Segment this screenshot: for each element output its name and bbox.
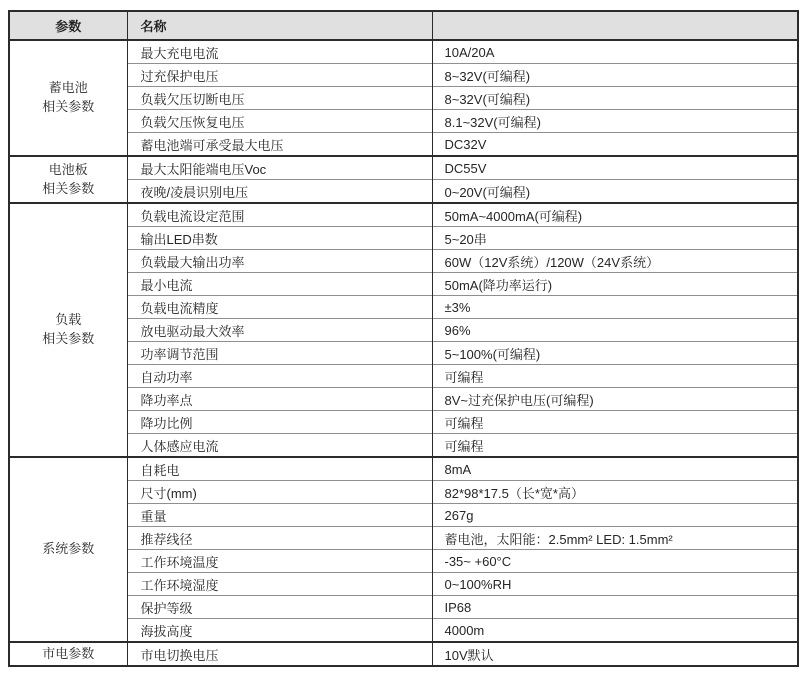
param-name-cell: 保护等级 xyxy=(127,596,432,619)
param-value-cell: 10A/20A xyxy=(432,40,798,64)
param-name-cell: 负载电流设定范围 xyxy=(127,203,432,227)
param-value-cell: 267g xyxy=(432,504,798,527)
param-name-cell: 工作环境湿度 xyxy=(127,573,432,596)
category-cell: 负载 相关参数 xyxy=(9,203,127,457)
table-row xyxy=(9,342,798,365)
category-cell: 市电参数 xyxy=(9,642,127,666)
param-value-cell: 可编程 xyxy=(432,411,798,434)
param-name-cell: 自动功率 xyxy=(127,365,432,388)
header-row xyxy=(9,11,798,40)
table-row xyxy=(9,319,798,342)
param-value-cell: -35~ +60°C xyxy=(432,550,798,573)
param-value-cell: 0~100%RH xyxy=(432,573,798,596)
param-value-cell: 8.1~32V(可编程) xyxy=(432,110,798,133)
param-value-cell: 8V~过充保护电压(可编程) xyxy=(432,388,798,411)
param-value-cell: 50mA~4000mA(可编程) xyxy=(432,203,798,227)
param-name-cell: 推荐线径 xyxy=(127,527,432,550)
param-name-cell: 过充保护电压 xyxy=(127,64,432,87)
param-value-cell: 4000m xyxy=(432,619,798,643)
param-value-cell: 82*98*17.5（长*宽*高） xyxy=(432,481,798,504)
param-value-cell: 蓄电池，太阳能：2.5mm² LED: 1.5mm² xyxy=(432,527,798,550)
table-row xyxy=(9,504,798,527)
table-row xyxy=(9,457,798,481)
table-row xyxy=(9,481,798,504)
table-row xyxy=(9,203,798,227)
param-value-cell: 0~20V(可编程) xyxy=(432,180,798,204)
param-value-cell: 8~32V(可编程) xyxy=(432,87,798,110)
param-name-cell: 市电切换电压 xyxy=(127,642,432,666)
param-name-cell: 工作环境温度 xyxy=(127,550,432,573)
param-name-cell: 蓄电池端可承受最大电压 xyxy=(127,133,432,157)
param-name-cell: 人体感应电流 xyxy=(127,434,432,458)
spec-table xyxy=(8,10,799,667)
param-name-cell: 最大太阳能端电压Voc xyxy=(127,156,432,180)
category-cell: 系统参数 xyxy=(9,457,127,642)
table-row xyxy=(9,619,798,643)
header-cell-param: 参数 xyxy=(9,11,127,40)
param-name-cell: 最大充电电流 xyxy=(127,40,432,64)
spec-table-body xyxy=(9,40,798,666)
table-row xyxy=(9,110,798,133)
param-name-cell: 功率调节范围 xyxy=(127,342,432,365)
param-value-cell: 5~20串 xyxy=(432,227,798,250)
table-row xyxy=(9,573,798,596)
table-row xyxy=(9,64,798,87)
param-value-cell: 60W（12V系统）/120W（24V系统） xyxy=(432,250,798,273)
param-name-cell: 海拔高度 xyxy=(127,619,432,643)
param-value-cell: IP68 xyxy=(432,596,798,619)
table-row xyxy=(9,642,798,666)
param-name-cell: 负载欠压切断电压 xyxy=(127,87,432,110)
table-row xyxy=(9,180,798,204)
table-row xyxy=(9,527,798,550)
param-name-cell: 尺寸(mm) xyxy=(127,481,432,504)
table-row xyxy=(9,250,798,273)
category-cell: 电池板 相关参数 xyxy=(9,156,127,203)
param-name-cell: 自耗电 xyxy=(127,457,432,481)
param-value-cell: 可编程 xyxy=(432,365,798,388)
param-name-cell: 最小电流 xyxy=(127,273,432,296)
param-value-cell: 50mA(降功率运行) xyxy=(432,273,798,296)
param-value-cell: DC55V xyxy=(432,156,798,180)
param-name-cell: 降功比例 xyxy=(127,411,432,434)
table-row xyxy=(9,388,798,411)
param-name-cell: 负载电流精度 xyxy=(127,296,432,319)
param-value-cell: 96% xyxy=(432,319,798,342)
param-value-cell: 8mA xyxy=(432,457,798,481)
table-row xyxy=(9,156,798,180)
table-row xyxy=(9,296,798,319)
table-row xyxy=(9,273,798,296)
category-cell: 蓄电池 相关参数 xyxy=(9,40,127,156)
table-row xyxy=(9,227,798,250)
header-cell-value xyxy=(432,11,798,40)
param-value-cell: 可编程 xyxy=(432,434,798,458)
param-name-cell: 夜晚/凌晨识别电压 xyxy=(127,180,432,204)
table-row xyxy=(9,411,798,434)
param-value-cell: DC32V xyxy=(432,133,798,157)
table-row xyxy=(9,87,798,110)
table-row xyxy=(9,550,798,573)
table-row xyxy=(9,365,798,388)
table-row xyxy=(9,133,798,157)
param-value-cell: 10V默认 xyxy=(432,642,798,666)
table-row xyxy=(9,40,798,64)
param-name-cell: 重量 xyxy=(127,504,432,527)
param-name-cell: 负载最大输出功率 xyxy=(127,250,432,273)
param-name-cell: 输出LED串数 xyxy=(127,227,432,250)
param-value-cell: ±3% xyxy=(432,296,798,319)
param-name-cell: 负载欠压恢复电压 xyxy=(127,110,432,133)
header-cell-name: 名称 xyxy=(127,11,432,40)
param-name-cell: 降功率点 xyxy=(127,388,432,411)
param-value-cell: 8~32V(可编程) xyxy=(432,64,798,87)
spec-table-header xyxy=(9,11,798,40)
table-row xyxy=(9,596,798,619)
table-row xyxy=(9,434,798,458)
param-name-cell: 放电驱动最大效率 xyxy=(127,319,432,342)
param-value-cell: 5~100%(可编程) xyxy=(432,342,798,365)
